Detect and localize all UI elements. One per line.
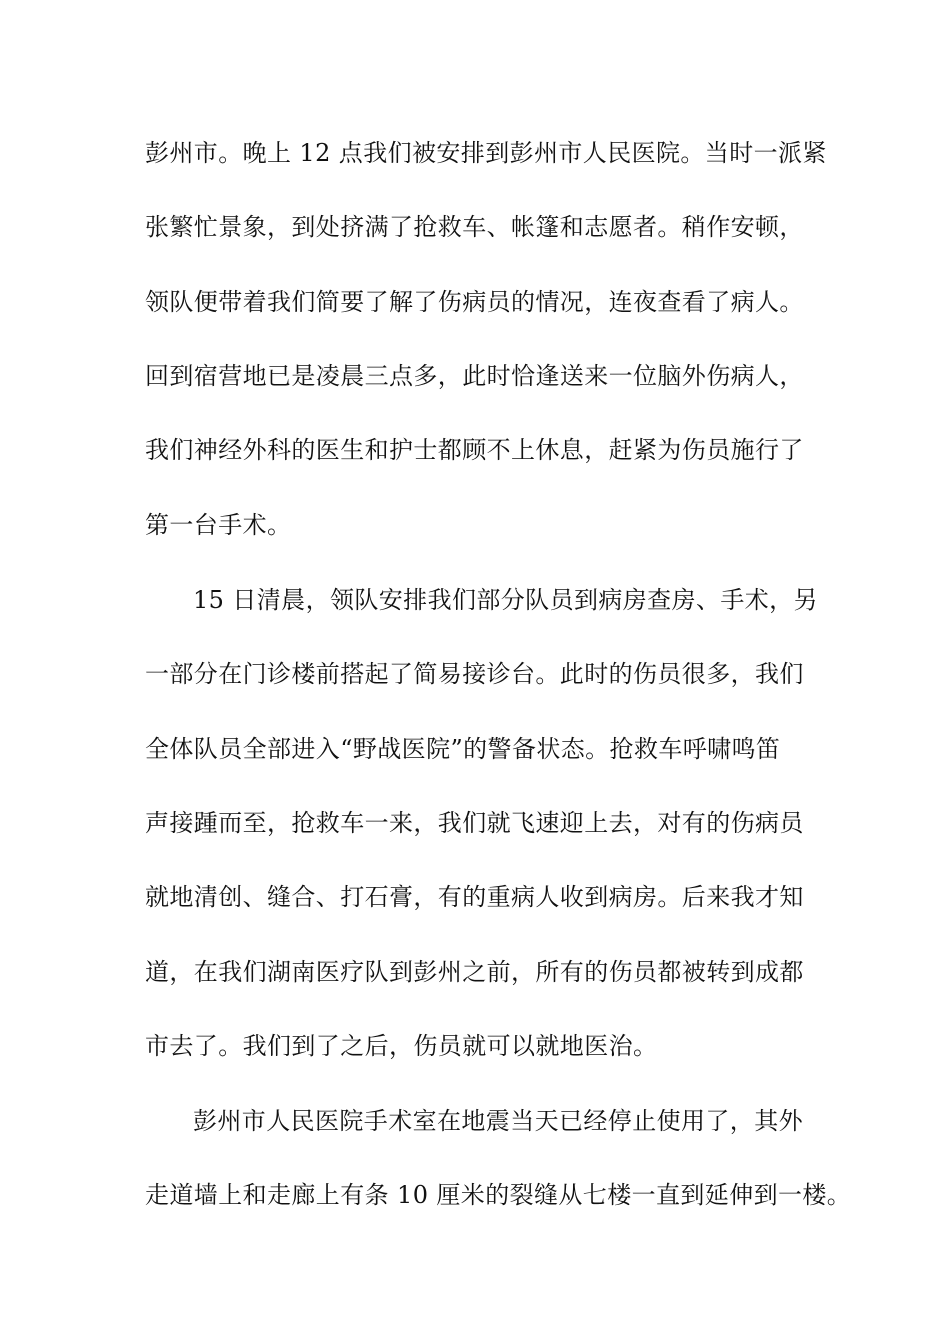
paragraph-first-line: 彭州市人民医院手术室在地震当天已经停止使用了，其外 (193, 1107, 803, 1135)
text-line: 我们神经外科的医生和护士都顾不上休息，赶紧为伤员施行了 (145, 436, 804, 464)
text-line: 领队便带着我们简要了解了伤病员的情况，连夜查看了病人。 (145, 288, 804, 316)
text-line: 张繁忙景象，到处挤满了抢救车、帐篷和志愿者。稍作安顿， (145, 213, 804, 241)
text-line: 就地清创、缝合、打石膏，有的重病人收到病房。后来我才知 (145, 883, 804, 911)
text-line: 一部分在门诊楼前搭起了简易接诊台。此时的伤员很多，我们 (145, 660, 804, 688)
text-line: 市去了。我们到了之后，伤员就可以就地医治。 (145, 1032, 658, 1060)
text-line: 彭州市。晚上 12 点我们被安排到彭州市人民医院。当时一派紧 (145, 139, 827, 167)
text-line: 道，在我们湖南医疗队到彭州之前，所有的伤员都被转到成都 (145, 958, 804, 986)
text-line: 第一台手术。 (145, 511, 292, 539)
text-line: 声接踵而至，抢救车一来，我们就飞速迎上去，对有的伤病员 (145, 809, 804, 837)
text-line: 走道墙上和走廊上有条 10 厘米的裂缝从七楼一直到延伸到一楼。 (145, 1181, 852, 1209)
paragraph-first-line: 15 日清晨，领队安排我们部分队员到病房查房、手术，另 (193, 586, 818, 614)
text-line: 回到宿营地已是凌晨三点多，此时恰逢送来一位脑外伤病人， (145, 362, 804, 390)
text-line: 全体队员全部进入“野战医院”的警备状态。抢救车呼啸鸣笛 (145, 735, 781, 763)
